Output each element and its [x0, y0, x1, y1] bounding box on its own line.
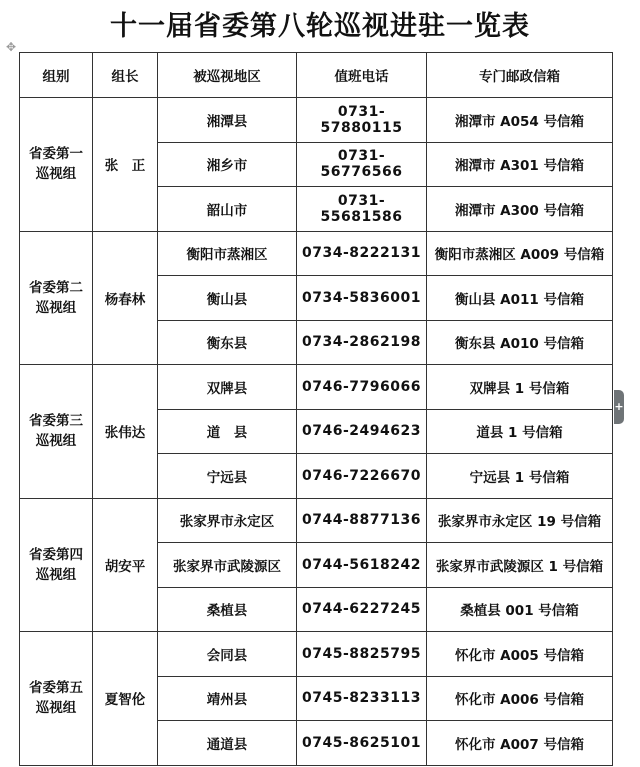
duty-phone: 0746-2494623	[297, 409, 427, 454]
group-name: 省委第四 巡视组	[20, 498, 93, 632]
table-row	[20, 498, 613, 543]
duty-phone: 0744-6227245	[297, 587, 427, 632]
inspected-area: 湘乡市	[158, 142, 297, 187]
inspected-area: 张家界市永定区	[158, 498, 297, 543]
move-handle-icon[interactable]: ✥	[5, 40, 17, 54]
postal-mailbox: 道县 1 号信箱	[427, 409, 613, 454]
postal-mailbox: 张家界市武陵源区 1 号信箱	[427, 543, 613, 588]
side-expand-tab[interactable]	[614, 390, 624, 424]
table-row	[20, 98, 613, 143]
postal-mailbox: 宁远县 1 号信箱	[427, 454, 613, 499]
inspected-area: 宁远县	[158, 454, 297, 499]
postal-mailbox: 怀化市 A005 号信箱	[427, 632, 613, 677]
inspected-area: 衡山县	[158, 276, 297, 321]
postal-mailbox: 张家界市永定区 19 号信箱	[427, 498, 613, 543]
inspected-area: 双牌县	[158, 365, 297, 410]
duty-phone: 0731-57880115	[297, 98, 427, 143]
postal-mailbox: 衡阳市蒸湘区 A009 号信箱	[427, 231, 613, 276]
plus-icon: +	[614, 400, 624, 413]
header-leader: 组长	[93, 53, 158, 98]
group-name: 省委第五 巡视组	[20, 632, 93, 766]
inspected-area: 韶山市	[158, 187, 297, 232]
inspected-area: 靖州县	[158, 676, 297, 721]
header-area: 被巡视地区	[158, 53, 297, 98]
group-name: 省委第一 巡视组	[20, 98, 93, 232]
table-row	[20, 632, 613, 677]
group-leader: 张 正	[93, 98, 158, 232]
postal-mailbox: 怀化市 A007 号信箱	[427, 721, 613, 766]
group-name: 省委第三 巡视组	[20, 365, 93, 499]
inspected-area: 湘潭县	[158, 98, 297, 143]
header-phone: 值班电话	[297, 53, 427, 98]
duty-phone: 0734-8222131	[297, 231, 427, 276]
inspection-table	[19, 52, 613, 766]
duty-phone: 0746-7226670	[297, 454, 427, 499]
postal-mailbox: 双牌县 1 号信箱	[427, 365, 613, 410]
duty-phone: 0745-8233113	[297, 676, 427, 721]
inspected-area: 通道县	[158, 721, 297, 766]
postal-mailbox: 湘潭市 A301 号信箱	[427, 142, 613, 187]
duty-phone: 0734-2862198	[297, 320, 427, 365]
postal-mailbox: 衡东县 A010 号信箱	[427, 320, 613, 365]
page-title: 十一届省委第八轮巡视进驻一览表	[110, 11, 530, 42]
duty-phone: 0746-7796066	[297, 365, 427, 410]
group-leader: 张伟达	[93, 365, 158, 499]
inspected-area: 会同县	[158, 632, 297, 677]
header-group: 组别	[20, 53, 93, 98]
postal-mailbox: 桑植县 001 号信箱	[427, 587, 613, 632]
postal-mailbox: 衡山县 A011 号信箱	[427, 276, 613, 321]
group-leader: 杨春林	[93, 231, 158, 365]
inspected-area: 衡阳市蒸湘区	[158, 231, 297, 276]
postal-mailbox: 湘潭市 A054 号信箱	[427, 98, 613, 143]
duty-phone: 0745-8825795	[297, 632, 427, 677]
duty-phone: 0744-5618242	[297, 543, 427, 588]
inspected-area: 道 县	[158, 409, 297, 454]
group-leader: 胡安平	[93, 498, 158, 632]
duty-phone: 0744-8877136	[297, 498, 427, 543]
inspected-area: 张家界市武陵源区	[158, 543, 297, 588]
postal-mailbox: 怀化市 A006 号信箱	[427, 676, 613, 721]
postal-mailbox: 湘潭市 A300 号信箱	[427, 187, 613, 232]
duty-phone: 0745-8625101	[297, 721, 427, 766]
header-row	[20, 53, 613, 98]
group-name: 省委第二 巡视组	[20, 231, 93, 365]
duty-phone: 0734-5836001	[297, 276, 427, 321]
duty-phone: 0731-55681586	[297, 187, 427, 232]
header-mailbox: 专门邮政信箱	[427, 53, 613, 98]
inspected-area: 桑植县	[158, 587, 297, 632]
duty-phone: 0731-56776566	[297, 142, 427, 187]
table-row	[20, 231, 613, 276]
inspected-area: 衡东县	[158, 320, 297, 365]
group-leader: 夏智伦	[93, 632, 158, 766]
table-row	[20, 365, 613, 410]
